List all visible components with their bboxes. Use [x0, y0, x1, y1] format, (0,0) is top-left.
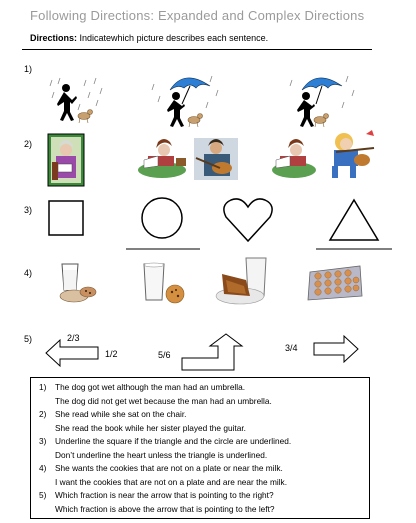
man-dog-rain-picture-a — [50, 78, 110, 128]
sentence-line: Which fraction is near the arrow that is pointing to the right? — [55, 490, 274, 500]
elbow-arrow — [180, 332, 246, 372]
header-divider — [22, 49, 372, 50]
man-icon — [57, 84, 77, 121]
sentence-box — [30, 377, 370, 519]
sentence-number: 5) — [39, 490, 47, 500]
directions-label: Directions: — [30, 33, 78, 43]
girl-reading-icon — [138, 139, 186, 178]
sentence-line: The dog got wet although the man had an umbrella. — [55, 382, 246, 392]
guitar-girl-icon — [332, 130, 374, 178]
sentence-line: She read while she sat on the chair. — [55, 409, 187, 419]
sentence-line: The dog did not get wet because the man had an umbrella. — [55, 396, 272, 406]
man-dog-rain-picture-c — [288, 72, 358, 128]
sentence-line: Underline the square if the triangle and the circle are underlined. — [55, 436, 292, 446]
dog-icon — [78, 110, 93, 124]
cookie-plate-and-milk-picture — [216, 256, 272, 306]
fraction-label: 5/6 — [158, 350, 171, 360]
guitar-player-icon — [194, 138, 238, 180]
worksheet-title: Following Directions: Expanded and Complex Directions — [30, 8, 365, 23]
left-arrow — [44, 338, 100, 368]
cookie-icon — [166, 285, 184, 303]
reading-and-guitar-picture-a — [136, 136, 240, 182]
dog-icon — [188, 114, 203, 128]
man-icon — [167, 92, 185, 127]
dog-icon — [314, 114, 329, 128]
sentence-line: Don’t underline the heart unless the triangle is underlined. — [55, 450, 268, 460]
fraction-label: 1/2 — [105, 349, 118, 359]
man-icon — [297, 92, 315, 127]
heart-shape — [223, 197, 273, 243]
directions-text: Indicatewhich picture describes each sentence. — [79, 33, 269, 43]
problem-number-5: 5) — [24, 334, 33, 344]
woman-reading-picture — [48, 134, 84, 186]
square-shape — [48, 200, 84, 236]
milk-glass-and-cookie-picture — [140, 262, 188, 304]
umbrella-icon — [302, 78, 342, 90]
problem-number-3: 3) — [24, 205, 33, 215]
sentence-line: She wants the cookies that are not on a plate or near the milk. — [55, 463, 283, 473]
fraction-label: 3/4 — [285, 343, 298, 353]
milk-glass-icon — [62, 264, 78, 290]
girl-reading-icon — [272, 139, 316, 178]
sentence-line: She read the book while her sister played the guitar. — [55, 423, 246, 433]
sentence-number: 2) — [39, 409, 47, 419]
cookie-tray-picture — [306, 264, 364, 302]
problem-number-2: 2) — [24, 139, 33, 149]
problem-number-1: 1) — [24, 64, 33, 74]
directions — [30, 33, 268, 43]
sentence-number: 4) — [39, 463, 47, 473]
umbrella-icon — [170, 78, 210, 90]
reading-and-guitar-picture-b — [270, 128, 376, 182]
sentence-line: Which fraction is above the arrow that is pointing to the left? — [55, 504, 275, 514]
triangle-shape-underlined — [316, 198, 392, 252]
sentence-number: 3) — [39, 436, 47, 446]
sentence-line: I want the cookies that are not on a plate and are near the milk. — [55, 477, 287, 487]
man-dog-rain-picture-b — [152, 72, 222, 128]
milk-and-cookie-picture — [54, 262, 100, 304]
problem-number-4: 4) — [24, 268, 33, 278]
right-arrow — [312, 334, 360, 364]
circle-shape-underlined — [126, 196, 200, 252]
milk-glass-icon — [144, 263, 164, 300]
fraction-label: 2/3 — [67, 333, 80, 343]
sentence-number: 1) — [39, 382, 47, 392]
cookie-tray-icon — [308, 266, 362, 300]
